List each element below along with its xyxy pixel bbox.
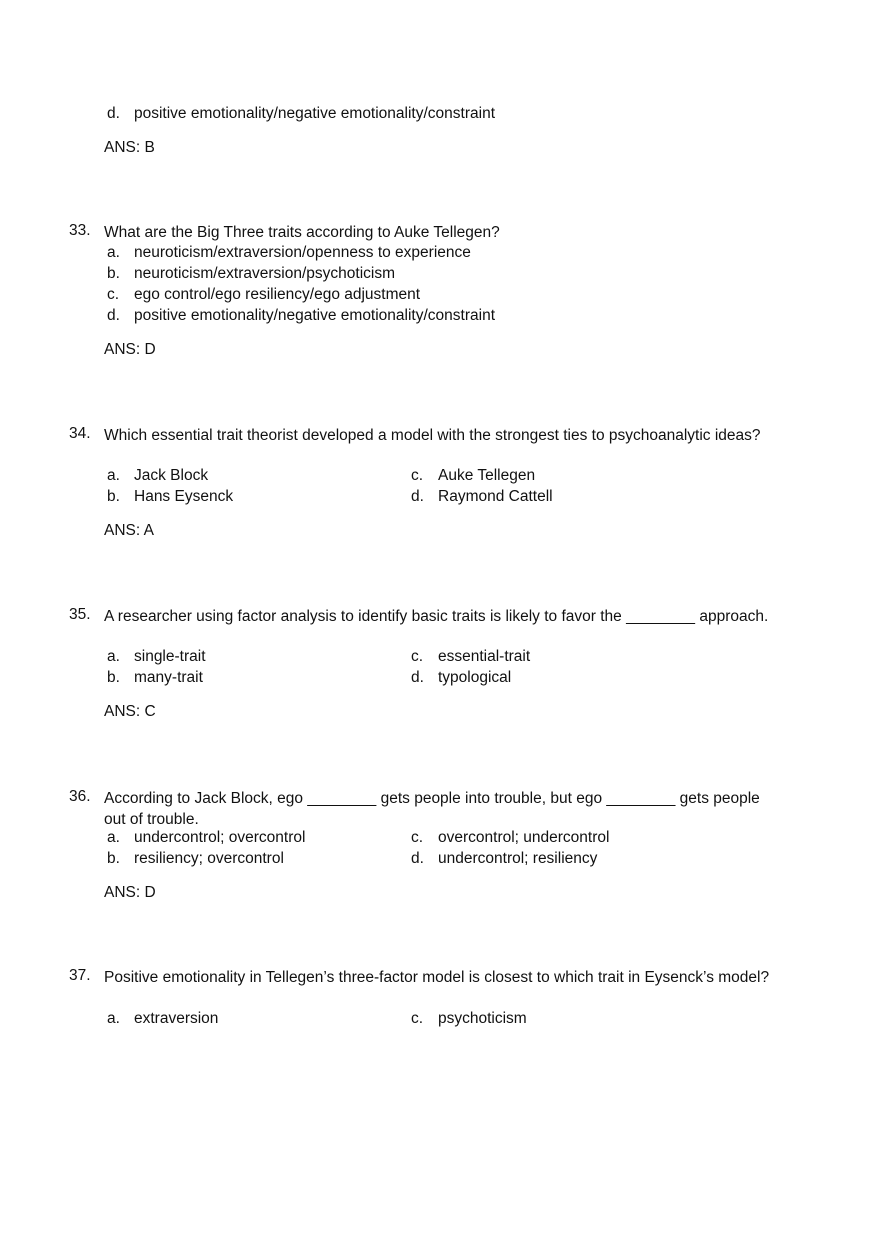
question-number: 35. <box>69 606 91 623</box>
answer-key: ANS: D <box>104 884 156 901</box>
option-text: neuroticism/extraversion/openness to experience <box>134 244 471 261</box>
option-b <box>107 669 203 687</box>
option-letter: c. <box>107 286 120 303</box>
option-letter: a. <box>107 467 120 484</box>
option-text: undercontrol; resiliency <box>438 850 598 867</box>
option-a <box>107 648 206 666</box>
option-a <box>107 467 208 485</box>
answer-key: ANS: A <box>104 522 154 539</box>
option-a <box>107 1010 218 1028</box>
option-text: many-trait <box>134 669 203 686</box>
option-text: positive emotionality/negative emotionality/constraint <box>134 105 495 122</box>
option-d <box>107 307 495 325</box>
option-letter: d. <box>107 105 120 122</box>
option-a <box>107 829 305 847</box>
option-letter: a. <box>107 648 120 665</box>
option-text: overcontrol; undercontrol <box>438 829 610 846</box>
option-text: positive emotionality/negative emotionality/constraint <box>134 307 495 324</box>
option-letter: c. <box>411 648 424 665</box>
answer-key: ANS: B <box>104 139 155 156</box>
option-text: extraversion <box>134 1010 219 1027</box>
option-text: essential-trait <box>438 648 531 665</box>
option-letter: d. <box>411 669 424 686</box>
option-d <box>411 488 553 506</box>
question-text: Which essential trait theorist developed a model with the strongest ties to psychoanalytic ideas? <box>104 427 761 444</box>
option-text: psychoticism <box>438 1010 527 1027</box>
option-text: resiliency; overcontrol <box>134 850 284 867</box>
option-c <box>411 829 609 847</box>
option-c <box>107 286 420 304</box>
option-letter: a. <box>107 1010 120 1027</box>
option-text: Jack Block <box>134 467 209 484</box>
option-text: undercontrol; overcontrol <box>134 829 306 846</box>
question-text: Positive emotionality in Tellegen’s three-factor model is closest to which trait in Eysenck’s model? <box>104 969 770 986</box>
option-letter: c. <box>411 829 424 846</box>
option-text: Auke Tellegen <box>438 467 536 484</box>
option-d <box>411 850 597 868</box>
option-letter: d. <box>107 307 120 324</box>
option-letter: d. <box>411 850 424 867</box>
option-a <box>107 244 471 262</box>
question-number: 34. <box>69 425 91 442</box>
option-letter: c. <box>411 1010 424 1027</box>
answer-key: ANS: C <box>104 703 156 720</box>
question-number: 37. <box>69 967 91 984</box>
option-c <box>411 648 530 666</box>
option-letter: a. <box>107 244 120 261</box>
option-c <box>411 467 535 485</box>
question-text: What are the Big Three traits according to Auke Tellegen? <box>104 224 500 241</box>
option-letter: b. <box>107 850 120 867</box>
option-text: neuroticism/extraversion/psychoticism <box>134 265 396 282</box>
option-text: single-trait <box>134 648 206 665</box>
question-number: 33. <box>69 222 91 239</box>
option-b <box>107 850 284 868</box>
option-text: ego control/ego resiliency/ego adjustment <box>134 286 421 303</box>
option-letter: a. <box>107 829 120 846</box>
option-letter: c. <box>411 467 424 484</box>
option-d <box>107 105 495 123</box>
option-b <box>107 488 233 506</box>
question-number: 36. <box>69 788 91 805</box>
option-letter: b. <box>107 488 120 505</box>
option-letter: b. <box>107 669 120 686</box>
question-text: A researcher using factor analysis to identify basic traits is likely to favor the ________ approach. <box>104 608 769 625</box>
option-c <box>411 1010 527 1028</box>
option-letter: d. <box>411 488 424 505</box>
option-letter: b. <box>107 265 120 282</box>
option-b <box>107 265 395 283</box>
option-text: Hans Eysenck <box>134 488 234 505</box>
option-d <box>411 669 511 687</box>
option-text: Raymond Cattell <box>438 488 553 505</box>
question-text: According to Jack Block, ego ________ gets people into trouble, but ego ________ gets people out of trouble. <box>104 790 760 828</box>
answer-key: ANS: D <box>104 341 156 358</box>
option-text: typological <box>438 669 512 686</box>
